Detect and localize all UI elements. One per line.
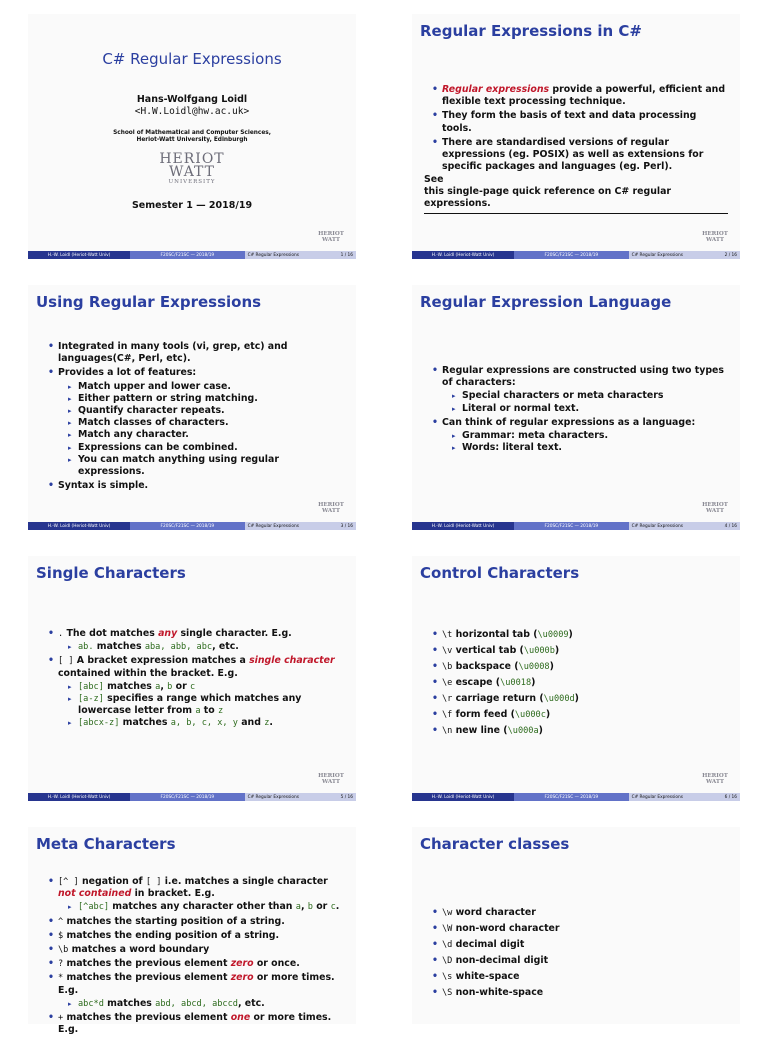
school-line-2: Heriot-Watt University, Edinburgh [136,137,248,143]
slide-2 [412,14,740,259]
slide-title: Control Characters [420,564,580,582]
slide-content [48,876,344,1038]
bullet: • Regular expressions provide a powerful, efficient and flexible text processing technique. [432,84,728,108]
logo-line-2: WATT [169,164,215,180]
slide-content [432,365,728,456]
mini-logo: HERIOT WATT [318,502,344,514]
list-item: • \e escape (\u0018) [432,676,728,690]
slide-content [432,906,728,1002]
slide-1 [28,14,356,259]
slide-3 [28,285,356,530]
bullet: • [ ] A bracket expression matches a single character contained within the bracket. E.g. ▸ [abc] matches a, b or c ▸ [a-z] specifies a range which matches any lowercase letter from a to z ▸ [abcx-z] matches a, b, c, x, y and z. [48,655,344,729]
sub-bullet: ▸ [abc] matches a, b or c [68,681,344,693]
sub-bullet: ▸ [^abc] matches any character other than a, b or c. [68,901,344,913]
see-reference [424,174,728,214]
page-number: 4 / 16 [724,523,737,529]
bullet: • They form the basis of text and data processing tools. [432,110,728,134]
list-item: • \n new line (\u000a) [432,724,728,738]
slide-title: Regular Expression Language [420,293,672,311]
bullet: • Integrated in many tools (vi, grep, etc) and languages(C#, Perl, etc). [48,341,344,365]
slide-content [432,84,728,175]
logo-line-3: UNIVERSITY [168,179,216,185]
slide-content [48,341,344,494]
mini-logo: HERIOT WATT [702,231,728,243]
footer-course: F20SC/F21SC — 2018/19 [130,251,245,259]
slide-footer: H.-W. Loidl (Heriot-Watt Univ) F20SC/F21SC — 2018/19 C# Regular Expressions 3 / 16 [28,522,356,530]
list-item: • \v vertical tab (\u000b) [432,644,728,658]
slide-content [432,628,728,740]
slide-footer: H.-W. Loidl (Heriot-Watt Univ) F20SC/F21SC — 2018/19 C# Regular Expressions 6 / 16 [412,793,740,801]
slide-footer: H.-W. Loidl (Heriot-Watt Univ) F20SC/F21SC — 2018/19 C# Regular Expressions 5 / 16 [28,793,356,801]
sub-bullet: ▸ [a-z] specifies a range which matches any lowercase letter from a to z [68,693,344,717]
reference-link[interactable]: this single-page quick reference on C# regular expressions. [424,186,728,214]
bullet: • \b matches a word boundary [48,944,344,956]
sub-bullet: ▸ Match classes of characters. [68,417,344,429]
slide-footer: H.-W. Loidl (Heriot-Watt Univ) F20SC/F21SC — 2018/19 C# Regular Expressions 4 / 16 [412,522,740,530]
list-item: • \S non-white-space [432,986,728,1000]
mini-logo: HERIOT WATT [702,502,728,514]
slide-content [48,628,344,732]
slide-title: Using Regular Expressions [36,293,262,311]
slide-title: Regular Expressions in C# [420,22,643,40]
author-email: <H.W.Loidl@hw.ac.uk> [134,106,250,117]
see-label: See [424,174,444,185]
page-number: 5 / 16 [340,794,353,800]
slide-8 [412,827,740,1024]
sub-bullet: ▸ Match any character. [68,429,344,441]
footer-topic-page: C# Regular Expressions 1 / 16 [245,251,356,259]
bullet: • Can think of regular expressions as a language: ▸ Grammar: meta characters. ▸ Words: literal text. [432,417,728,455]
logo-line-1: HERIOT [159,151,225,167]
page-number: 1 / 16 [340,252,353,258]
bullet: • + matches the previous element one or more times. E.g. [48,1012,344,1036]
slide-title: Meta Characters [36,835,176,853]
bullet: • . The dot matches any single character. E.g. ▸ ab. matches aba, abb, abc, etc. [48,628,344,653]
slide-7 [28,827,356,1036]
bullet: • There are standardised versions of regular expressions (eg. POSIX) as well as extensions for specific packages and languages (eg. Perl). [432,137,728,174]
page-number: 6 / 16 [724,794,737,800]
slide-6 [412,556,740,801]
page-number: 3 / 16 [340,523,353,529]
list-item: • \r carriage return (\u000d) [432,692,728,706]
list-item: • \W non-word character [432,922,728,936]
bullet: • $ matches the ending position of a string. [48,930,344,942]
bullet: • ^ matches the starting position of a string. [48,916,344,928]
slide-title: Character classes [420,835,570,853]
bullet: • * matches the previous element zero or more times. E.g. ▸ abc*d matches abd, abcd, abccd, etc. [48,972,344,1010]
mini-logo: HERIOT WATT [318,773,344,785]
semester: Semester 1 — 2018/19 [131,200,253,211]
university-logo [28,152,356,185]
sub-bullet: ▸ ab. matches aba, abb, abc, etc. [68,641,344,653]
slide-title: C# Regular Expressions [102,50,282,68]
slide-5 [28,556,356,801]
sub-bullet: ▸ [abcx-z] matches a, b, c, x, y and z. [68,717,344,729]
sub-bullet: ▸ Grammar: meta characters. [452,430,728,442]
author-name: Hans-Wolfgang Loidl [136,94,248,105]
slide-footer: H.-W. Loidl (Heriot-Watt Univ) F20SC/F21SC — 2018/19 C# Regular Expressions 2 / 16 [412,251,740,259]
sub-bullet: ▸ Words: literal text. [452,442,728,454]
footer-author: H.-W. Loidl (Heriot-Watt Univ) [28,251,130,259]
sub-bullet: ▸ Quantify character repeats. [68,405,344,417]
mini-logo: HERIOT WATT [318,231,344,243]
sub-bullet: ▸ Expressions can be combined. [68,442,344,454]
list-item: • \s white-space [432,970,728,984]
list-item: • \b backspace (\u0008) [432,660,728,674]
sub-bullet: ▸ Literal or normal text. [452,403,728,415]
bullet: • Regular expressions are constructed using two types of characters: ▸ Special characters or meta characters ▸ Literal or normal text. [432,365,728,415]
sub-bullet: ▸ Match upper and lower case. [68,381,344,393]
sub-bullet: ▸ Special characters or meta characters [452,390,728,402]
bullet: • ? matches the previous element zero or once. [48,958,344,970]
sub-bullet: ▸ You can match anything using regular expressions. [68,454,344,478]
page-number: 2 / 16 [724,252,737,258]
bullet: • [^ ] negation of [ ] i.e. matches a single character not contained in bracket. E.g. ▸ [^abc] matches any character other than a, b or c. [48,876,344,914]
list-item: • \t horizontal tab (\u0009) [432,628,728,642]
school-affiliation [28,130,356,144]
slide-footer [28,251,356,259]
school-line-1: School of Mathematical and Computer Sciences, [113,130,271,136]
sub-bullet: ▸ abc*d matches abd, abcd, abccd, etc. [68,998,344,1010]
list-item: • \f form feed (\u000c) [432,708,728,722]
sub-bullet: ▸ Either pattern or string matching. [68,393,344,405]
slide-4 [412,285,740,530]
slide-title: Single Characters [36,564,186,582]
bullet: • Syntax is simple. [48,480,344,492]
bullet: • Provides a lot of features: ▸ Match upper and lower case. ▸ Either pattern or string matching. ▸ Quantify character repeats. ▸ Match classes of characters. ▸ Match any character. ▸ Expressions can be combined. ▸ You can match anything using regular expressions. [48,367,344,478]
list-item: • \D non-decimal digit [432,954,728,968]
mini-logo: HERIOT WATT [702,773,728,785]
list-item: • \w word character [432,906,728,920]
list-item: • \d decimal digit [432,938,728,952]
